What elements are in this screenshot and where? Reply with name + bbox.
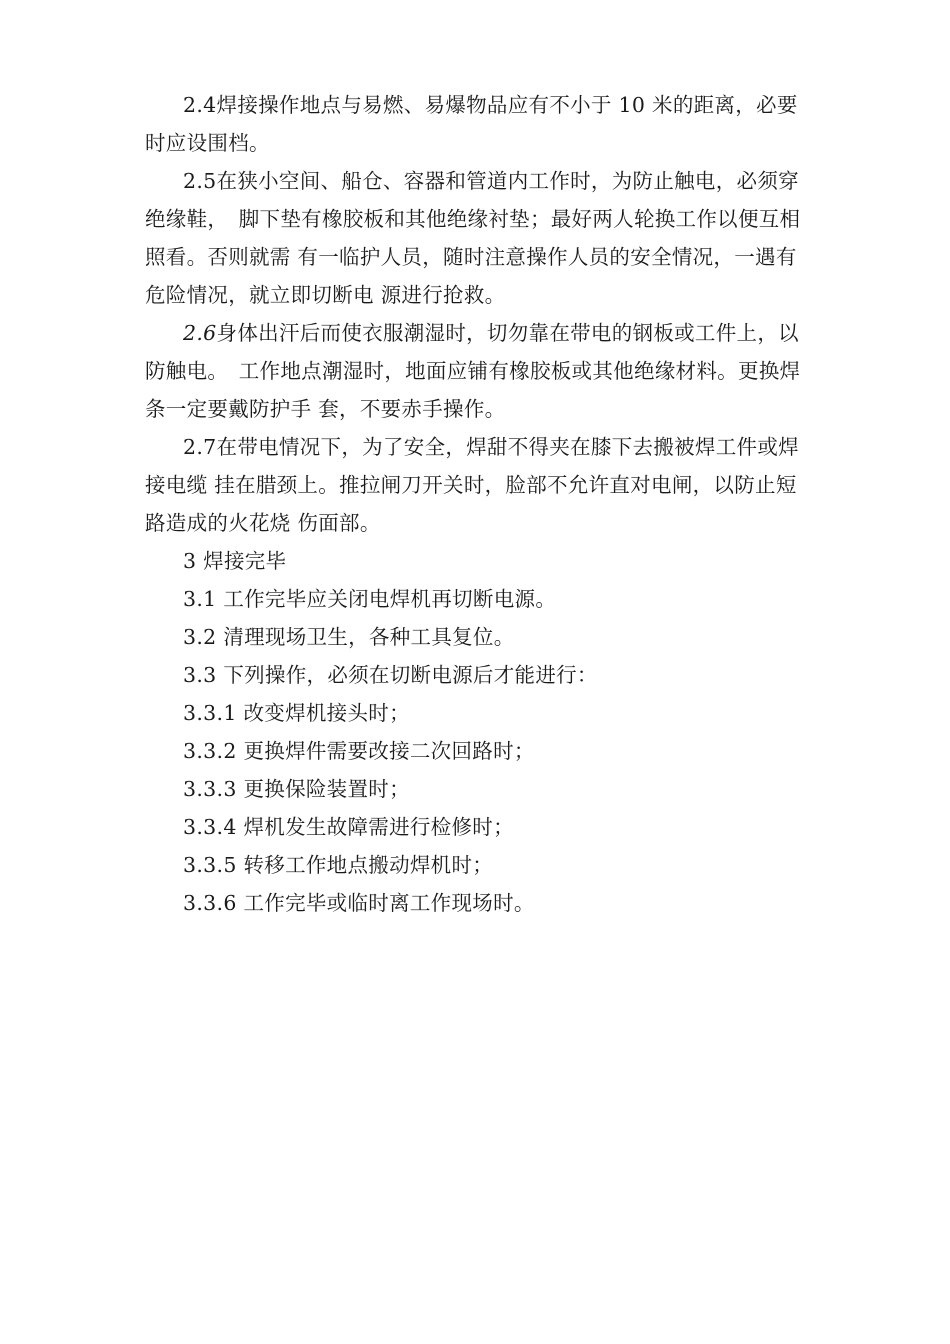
paragraph-text: 在狭小空间、船仓、容器和管道内工作时，为防止触电，必须穿绝缘鞋， 脚下垫有橡胶板和其他绝缘衬垫；最好两人轮换工作以便互相照看。否则就需 有一临护人员，随时注意操作人员的安全情况，一遇有危险情况，就立即切断电 源进行抢救。 xyxy=(145,169,801,307)
paragraph-2-6 xyxy=(145,314,815,428)
list-item-3-3-2: 3.3.2 更换焊件需要改接二次回路时； xyxy=(183,739,535,763)
paragraph-number: 2.5 xyxy=(183,169,217,193)
paragraph-number: 2.4 xyxy=(183,93,217,117)
document-body xyxy=(145,86,815,922)
list-item-3-1: 3.1 工作完毕应关闭电焊机再切断电源。 xyxy=(183,587,557,611)
paragraph-number: 2.7 xyxy=(183,435,217,459)
list-item-3-3-1: 3.3.1 改变焊机接头时； xyxy=(183,701,410,725)
paragraph-2-5 xyxy=(145,162,815,314)
paragraph-text: 在带电情况下，为了安全，焊甜不得夹在膝下去搬被焊工件或焊接电缆 挂在腊颈上。推拉闸刀开关时，脸部不允许直对电闸，以防止短路造成的火花烧 伤面部。 xyxy=(145,435,799,535)
list-item-3-2: 3.2 清理现场卫生，各种工具复位。 xyxy=(183,625,515,649)
list-item-3-3-3: 3.3.3 更换保险装置时； xyxy=(183,777,410,801)
list-item-3-3-6: 3.3.6 工作完毕或临时离工作现场时。 xyxy=(183,891,535,915)
section-heading-3: 3 焊接完毕 xyxy=(183,549,287,573)
paragraph-text: 身体出汗后而使衣服潮湿时，切勿靠在带电的钢板或工件上，以防触电。 工作地点潮湿时，地面应铺有橡胶板或其他绝缘材料。更换焊条一定要戴防护手 套，不要赤手操作。 xyxy=(145,321,801,421)
list-item-3-3: 3.3 下列操作，必须在切断电源后才能进行： xyxy=(183,663,598,687)
paragraph-2-4 xyxy=(145,86,815,162)
paragraph-number: 2.6 xyxy=(183,321,217,345)
list-item-3-3-4: 3.3.4 焊机发生故障需进行检修时； xyxy=(183,815,514,839)
paragraph-text: 焊接操作地点与易燃、易爆物品应有不小于 10 米的距离，必要时应设围档。 xyxy=(145,93,798,155)
list-item-3-3-5: 3.3.5 转移工作地点搬动焊机时； xyxy=(183,853,494,877)
paragraph-2-7 xyxy=(145,428,815,542)
